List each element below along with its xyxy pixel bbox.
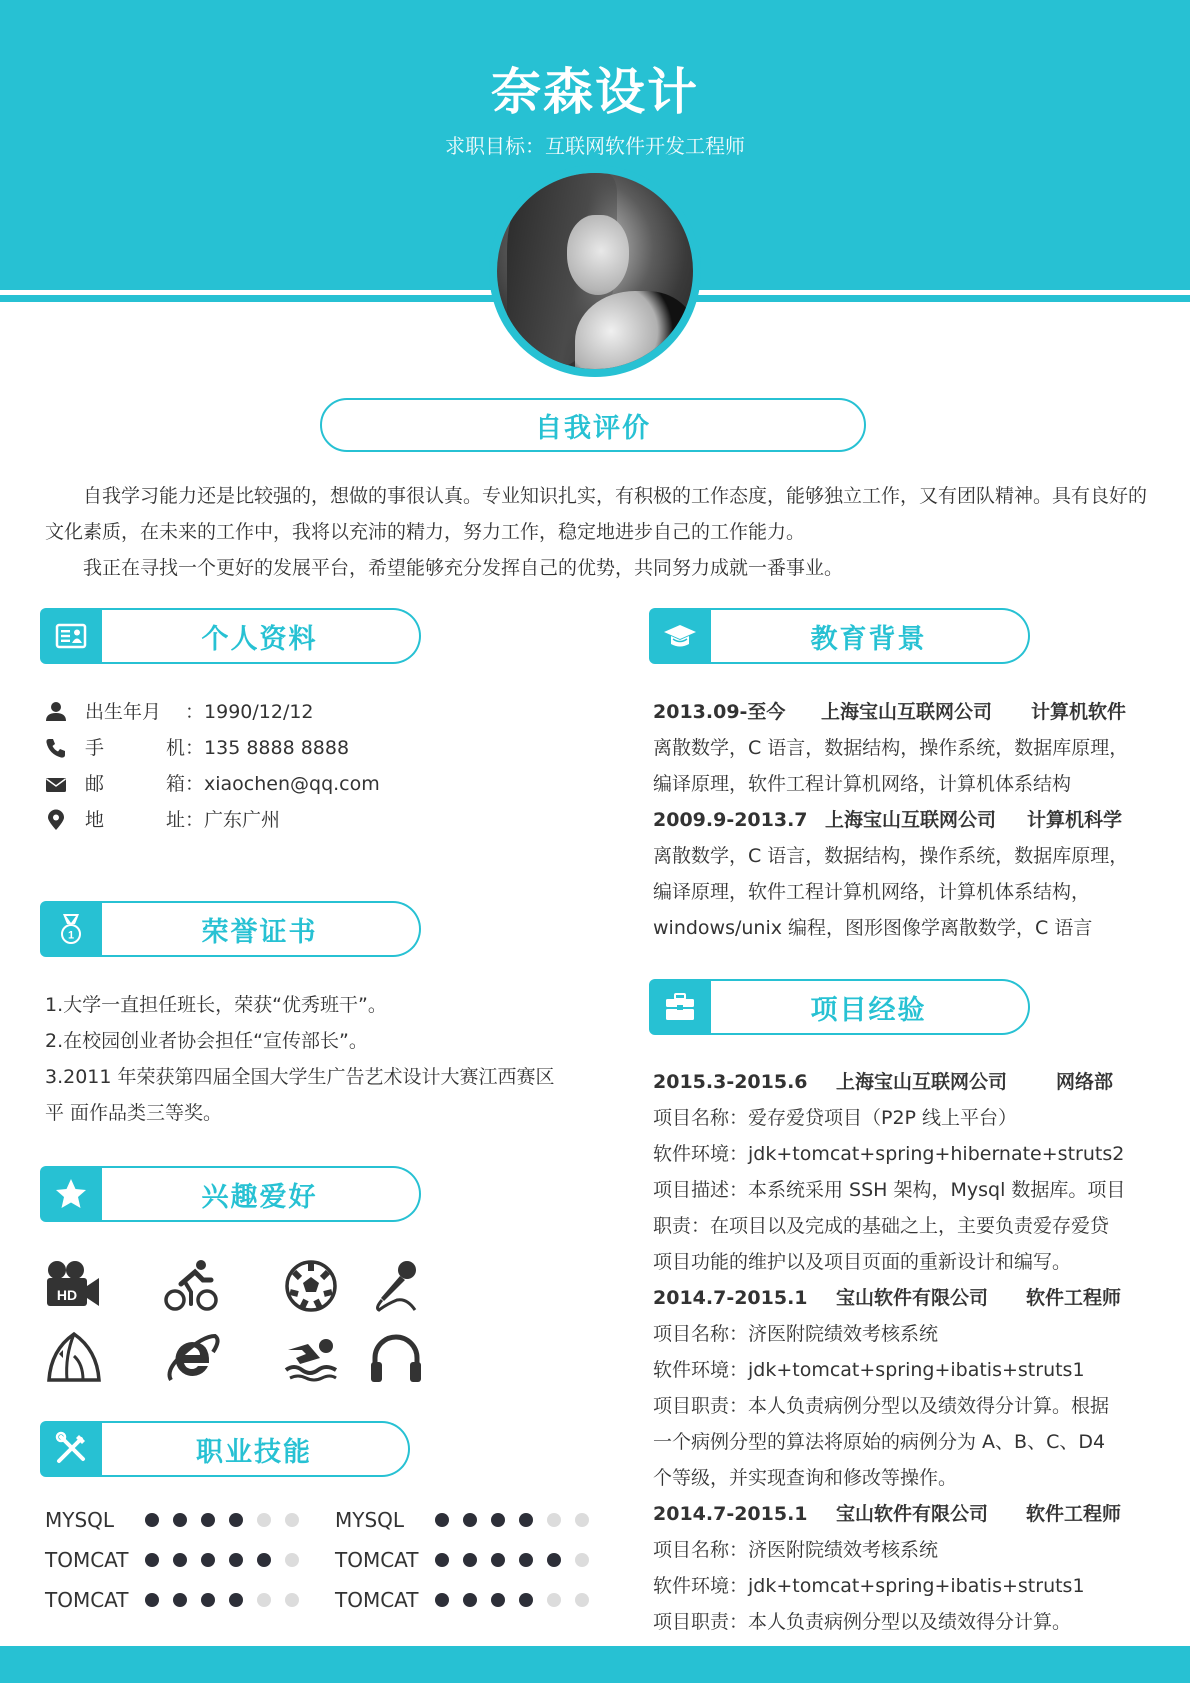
project-line: 项目名称：济医附院绩效考核系统 xyxy=(653,1323,939,1345)
soccer-ball-icon xyxy=(282,1256,367,1316)
skill-level-dots xyxy=(435,1513,589,1527)
education-major: 计算机科学 xyxy=(1027,809,1123,831)
info-label: 手 机 xyxy=(85,737,185,759)
skill-name: MYSQL xyxy=(335,1508,405,1532)
education-line: 离散数学，C 语言，数据结构，操作系统，数据库原理， xyxy=(653,737,1129,759)
medal-icon xyxy=(40,901,102,957)
project-line: 个等级，并实现查询和修改等操作。 xyxy=(653,1467,958,1489)
info-label: 出生年月 xyxy=(85,701,162,723)
skill-item xyxy=(335,1548,625,1572)
resume-name: 奈森设计 xyxy=(491,63,699,121)
skill-dot-filled xyxy=(491,1513,505,1527)
swimmer-icon xyxy=(282,1328,367,1388)
skill-item xyxy=(45,1588,335,1612)
user-icon xyxy=(45,694,85,730)
section-header-personal-info xyxy=(40,608,421,664)
skill-row xyxy=(45,1500,625,1540)
section-title: 荣誉证书 xyxy=(100,901,421,957)
skill-level-dots xyxy=(435,1553,589,1567)
section-header-skills xyxy=(40,1421,410,1477)
skill-level-dots xyxy=(145,1593,299,1607)
project-line: 项目职责：本人负责病例分型以及绩效得分计算。 xyxy=(653,1611,1072,1633)
skill-dot-filled xyxy=(463,1513,477,1527)
skill-dot-filled xyxy=(201,1553,215,1567)
skill-name: TOMCAT xyxy=(45,1548,129,1572)
location-pin-icon xyxy=(45,802,85,838)
skill-level-dots xyxy=(145,1513,299,1527)
info-separator: ： xyxy=(185,773,205,795)
section-title: 兴趣爱好 xyxy=(100,1166,421,1222)
honor-item: 1.大学一直担任班长，荣获“优秀班干”。 xyxy=(45,994,387,1016)
info-separator: ： xyxy=(185,737,205,759)
skill-dot-filled xyxy=(435,1513,449,1527)
skill-dot-empty xyxy=(547,1593,561,1607)
skill-row xyxy=(45,1540,625,1580)
info-row-email xyxy=(45,766,380,802)
hobby-row xyxy=(45,1250,485,1322)
section-title: 职业技能 xyxy=(100,1421,410,1477)
project-period: 2014.7-2015.1 xyxy=(653,1287,808,1309)
project-period: 2015.3-2015.6 xyxy=(653,1071,808,1093)
job-objective: 求职目标：互联网软件开发工程师 xyxy=(445,134,745,158)
project-line: 项目功能的维护以及项目页面的重新设计和编写。 xyxy=(653,1251,1072,1273)
skill-name: TOMCAT xyxy=(335,1588,419,1612)
skill-dot-filled xyxy=(491,1593,505,1607)
hd-video-camera-icon xyxy=(45,1256,163,1316)
project-entry-head xyxy=(653,1280,1158,1316)
self-evaluation-title: 自我评价 xyxy=(320,398,866,452)
project-role: 软件工程师 xyxy=(1026,1287,1122,1309)
project-line: 项目名称：爱存爱贷项目（P2P 线上平台） xyxy=(653,1107,1018,1129)
self-evaluation-text xyxy=(45,478,1150,586)
skill-dot-filled xyxy=(145,1593,159,1607)
briefcase-icon xyxy=(649,979,711,1035)
headphones-icon xyxy=(367,1328,485,1388)
internet-explorer-icon xyxy=(163,1328,281,1388)
skill-dot-filled xyxy=(145,1553,159,1567)
info-label: 邮 箱 xyxy=(85,773,185,795)
education-major: 计算机软件 xyxy=(1031,701,1127,723)
section-header-honors xyxy=(40,901,421,957)
education-line: 离散数学，C 语言，数据结构，操作系统，数据库原理， xyxy=(653,845,1129,867)
skill-dot-filled xyxy=(491,1553,505,1567)
skill-dot-filled xyxy=(229,1513,243,1527)
section-header-projects xyxy=(649,979,1030,1035)
education-period: 2013.09-至今 xyxy=(653,701,786,723)
svg-text:HD: HD xyxy=(56,1287,78,1303)
education-line: 编译原理，软件工程计算机网络，计算机体系结构 xyxy=(653,773,1072,795)
project-line: 项目职责：本人负责病例分型以及绩效得分计算。根据 xyxy=(653,1395,1110,1417)
honor-item: 2.在校园创业者协会担任“宣传部长”。 xyxy=(45,1030,368,1052)
education-period: 2009.9-2013.7 xyxy=(653,809,808,831)
skill-name: TOMCAT xyxy=(335,1548,419,1572)
honor-item: 3.2011 年荣获第四届全国大学生广告艺术设计大赛江西赛区平 面作品类三等奖。 xyxy=(45,1066,555,1124)
skill-dot-empty xyxy=(285,1553,299,1567)
skill-dot-filled xyxy=(435,1593,449,1607)
info-value-email: xiaochen@qq.com xyxy=(204,773,380,795)
graduation-cap-icon xyxy=(649,608,711,664)
section-header-education xyxy=(649,608,1030,664)
project-line: 职责：在项目以及完成的基础之上，主要负责爱存爱贷 xyxy=(653,1215,1110,1237)
phone-icon xyxy=(45,730,85,766)
skill-dot-empty xyxy=(285,1513,299,1527)
self-evaluation-paragraph: 自我学习能力还是比较强的，想做的事很认真。专业知识扎实，有积极的工作态度，能够独立工作，又有团队精神。具有良好的文化素质，在未来的工作中，我将以充沛的精力，努力工作，稳定地进步自己的工作能力。 xyxy=(45,485,1148,543)
info-value-address: 广东广州 xyxy=(204,809,281,831)
project-entry-head xyxy=(653,1064,1158,1100)
info-separator: ： xyxy=(185,809,205,831)
hobbies-grid xyxy=(45,1250,485,1394)
section-title: 个人资料 xyxy=(100,608,421,664)
microphone-icon xyxy=(367,1256,485,1316)
skill-dot-filled xyxy=(463,1553,477,1567)
education-school: 上海宝山互联网公司 xyxy=(821,701,993,723)
project-line: 项目名称：济医附院绩效考核系统 xyxy=(653,1539,939,1561)
skill-name: TOMCAT xyxy=(45,1588,129,1612)
footer-band xyxy=(0,1646,1190,1683)
projects-list xyxy=(653,1064,1158,1640)
skill-dot-filled xyxy=(547,1553,561,1567)
skill-dot-empty xyxy=(257,1513,271,1527)
skill-dot-filled xyxy=(229,1593,243,1607)
skill-dot-filled xyxy=(201,1513,215,1527)
cyclist-icon xyxy=(163,1256,281,1316)
education-entry-head xyxy=(653,694,1158,730)
info-label: 地 址 xyxy=(85,809,185,831)
self-evaluation-paragraph: 我正在寻找一个更好的发展平台，希望能够充分发挥自己的优势，共同努力成就一番事业。 xyxy=(83,557,844,579)
mail-icon xyxy=(45,766,85,802)
skill-dot-filled xyxy=(173,1593,187,1607)
skill-level-dots xyxy=(435,1593,589,1607)
skill-dot-filled xyxy=(519,1513,533,1527)
hobby-row xyxy=(45,1322,485,1394)
project-line: 一个病例分型的算法将原始的病例分为 A、B、C、D4 xyxy=(653,1431,1106,1453)
skills-grid xyxy=(45,1500,625,1620)
skill-level-dots xyxy=(145,1553,299,1567)
avatar xyxy=(497,173,693,369)
personal-info-list xyxy=(45,694,380,838)
education-list xyxy=(653,694,1158,946)
skill-dot-empty xyxy=(575,1593,589,1607)
photo-face xyxy=(567,215,629,295)
project-company: 宝山软件有限公司 xyxy=(836,1287,989,1309)
section-header-hobbies xyxy=(40,1166,421,1222)
info-row-phone xyxy=(45,730,380,766)
star-icon xyxy=(40,1166,102,1222)
id-card-icon xyxy=(40,608,102,664)
skill-item xyxy=(335,1588,625,1612)
skill-dot-filled xyxy=(229,1553,243,1567)
tools-icon xyxy=(40,1421,102,1477)
skill-dot-empty xyxy=(575,1513,589,1527)
skill-dot-empty xyxy=(575,1553,589,1567)
education-school: 上海宝山互联网公司 xyxy=(825,809,997,831)
skill-item xyxy=(335,1508,625,1532)
skill-item xyxy=(45,1508,335,1532)
project-role: 软件工程师 xyxy=(1026,1503,1122,1525)
skill-dot-filled xyxy=(173,1553,187,1567)
info-row-birth xyxy=(45,694,380,730)
project-period: 2014.7-2015.1 xyxy=(653,1503,808,1525)
skill-dot-filled xyxy=(519,1593,533,1607)
tent-icon xyxy=(45,1328,163,1388)
skill-item xyxy=(45,1548,335,1572)
honors-list xyxy=(45,987,605,1131)
skill-dot-empty xyxy=(257,1593,271,1607)
skill-dot-filled xyxy=(463,1593,477,1607)
skill-dot-empty xyxy=(547,1513,561,1527)
section-title: 教育背景 xyxy=(709,608,1030,664)
skill-dot-filled xyxy=(145,1513,159,1527)
info-value-phone: 135 8888 8888 xyxy=(204,737,350,759)
section-title: 项目经验 xyxy=(709,979,1030,1035)
skill-dot-filled xyxy=(519,1553,533,1567)
project-company: 上海宝山互联网公司 xyxy=(836,1071,1008,1093)
skill-dot-filled xyxy=(257,1553,271,1567)
project-company: 宝山软件有限公司 xyxy=(836,1503,989,1525)
project-line: 软件环境：jdk+tomcat+spring+hibernate+struts2 xyxy=(653,1143,1125,1165)
project-line: 软件环境：jdk+tomcat+spring+ibatis+struts1 xyxy=(653,1575,1085,1597)
info-value-birth: 1990/12/12 xyxy=(204,701,314,723)
skill-dot-filled xyxy=(435,1553,449,1567)
skill-row xyxy=(45,1580,625,1620)
skill-dot-filled xyxy=(201,1593,215,1607)
info-row-address xyxy=(45,802,380,838)
project-line: 项目描述：本系统采用 SSH 架构，Mysql 数据库。项目 xyxy=(653,1179,1126,1201)
skill-name: MYSQL xyxy=(45,1508,115,1532)
info-separator: ： xyxy=(185,701,205,723)
project-role: 网络部 xyxy=(1056,1071,1114,1093)
education-line: windows/unix 编程，图形图像学离散数学，C 语言 xyxy=(653,917,1093,939)
skill-dot-filled xyxy=(173,1513,187,1527)
education-entry-head xyxy=(653,802,1158,838)
project-line: 软件环境：jdk+tomcat+spring+ibatis+struts1 xyxy=(653,1359,1085,1381)
svg-text:1: 1 xyxy=(67,929,75,942)
education-line: 编译原理，软件工程计算机网络，计算机体系结构， xyxy=(653,881,1091,903)
project-entry-head xyxy=(653,1496,1158,1532)
skill-dot-empty xyxy=(285,1593,299,1607)
